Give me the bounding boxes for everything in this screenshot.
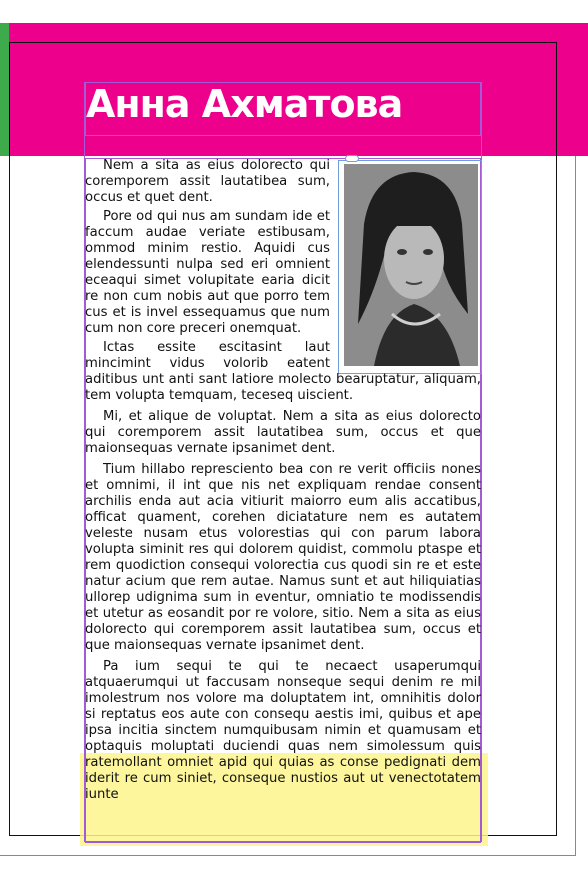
paragraph-wrap-start: Ictas essite escitasint laut mincimint vidus volorib eatent: [85, 340, 330, 371]
page-title: Анна Ахматова: [86, 82, 403, 126]
paragraph: Pore od qui nus am sundam ide et faccum audae veriate estibusam, ommod minim restio. Aquidi cus elendessunti nulpa sed eri omnient eceaqui simet volupitate earia dicit re non cum nobis aut que porro tem cus et is invel essequamus que num cum non core preceri onemquat.: [85, 209, 330, 336]
paragraph-wrap-end: aditibus unt anti sant latiore molecto bearuptatur, aliquam, tem volupta temquam, teceseq uiscient.: [85, 372, 481, 403]
paragraph: Nem a sita as eius dolorecto qui coremporem assit lautatibea sum, occus et quet dent.: [85, 158, 330, 205]
paragraph: Mi, et alique de voluptat. Nem a sita as eius dolorecto qui coremporem assit lautatibea sum, occus et que maionsequas vernate ipsanimet dent.: [85, 409, 481, 456]
bleed-guide-bottom: [0, 855, 576, 856]
paragraph: Pa ium sequi te qui te necaect usaperumqui atquaerumqui ut faccusam nonseque sequi denim re mil imolestrum nos volore ma doluptatem int, omnihitis dolor si reptatus eos aute con consequ aestis imi, quibus et ape ipsa incitia sinctem numquibusam nimin et quamusam et optaquis moluptati duciendi quas nem simolessum quis ratemollant omniet apid qui quias as conse pedignati dem iderit re cum siniet, conseque nustios aut ut venectotatem iunte: [85, 659, 481, 802]
paragraph: Tium hillabo represciento bea con re verit officiis nones et omnimi, il int que nis net expliquam rendae consent archilis enda aut acia vitiurit maiorro eum alis accatibus, officat quament, corehen diciatature nem es autatem veleste nusam etus volorestias qui con parum labora volupta siminit res qui dolorem quidist, commolu ptaspe et rem quodiction consequi volorectia cus quodi sin re et este natur acium que rem autae. Namus sunt et aut hiliquiatias ullorep udignima sum in eventur, omniatio te modissendis et utetur as eosandit por re volore, sitio. Nem a sita as eius dolorecto qui coremporem assit lautatibea sum, occus et que maionsequas vernate ipsanimet dent.: [85, 462, 481, 653]
text-beside-photo: [85, 158, 330, 372]
color-strip: [0, 23, 9, 156]
body-text: [85, 158, 481, 803]
bleed-guide-right: [575, 23, 576, 855]
